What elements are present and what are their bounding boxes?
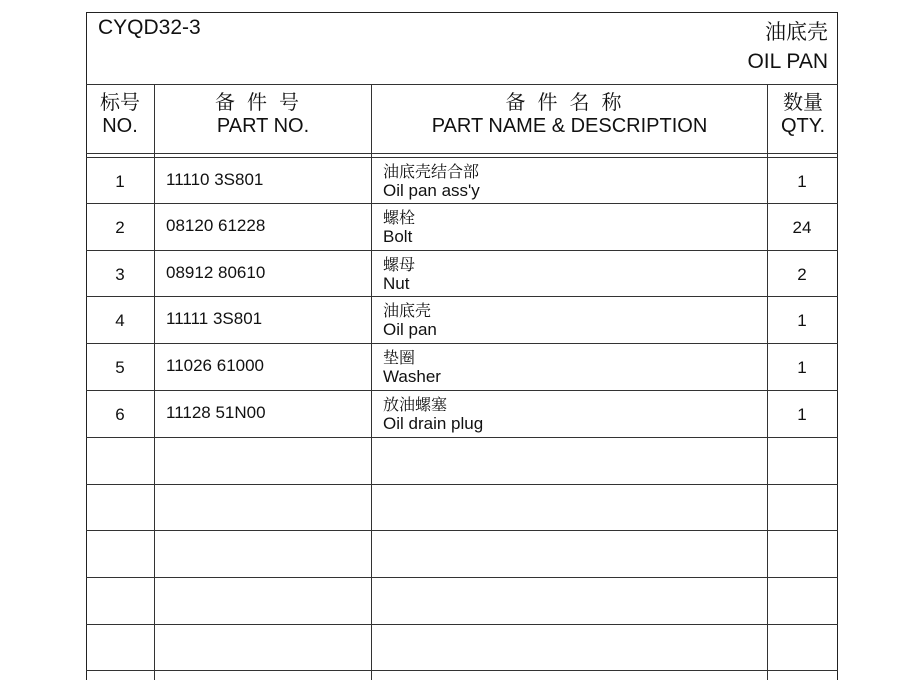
column-header-no-en: NO. (102, 115, 138, 137)
part-number: 08120 61228 (166, 216, 266, 235)
table-row (86, 391, 838, 438)
table-row (86, 251, 838, 298)
column-header-part-no-en: PART NO. (216, 115, 310, 137)
quantity: 1 (797, 311, 807, 330)
part-number: 08912 80610 (166, 263, 266, 282)
model-code: CYQD32-3 (98, 16, 201, 39)
part-name-cn: 螺栓 (383, 208, 416, 227)
part-name-en: Bolt (383, 227, 413, 246)
column-header-qty (768, 90, 838, 138)
row-number: 2 (115, 218, 125, 237)
column-header-divider-top (86, 153, 838, 154)
part-name (383, 255, 415, 293)
part-number: 11026 61000 (166, 356, 265, 375)
part-name-cn: 放油螺塞 (383, 395, 448, 414)
column-header-no (86, 90, 154, 138)
page-title-english: OIL PAN (747, 50, 828, 73)
row-number: 6 (115, 405, 125, 424)
column-header-part-no (155, 90, 371, 138)
part-name (383, 348, 441, 386)
part-name-en: Oil drain plug (383, 414, 484, 433)
quantity: 2 (797, 265, 807, 284)
row-divider (86, 530, 838, 531)
row-number: 1 (115, 172, 125, 191)
quantity: 1 (797, 172, 807, 191)
row-divider (86, 670, 838, 671)
table-row (86, 344, 838, 391)
part-number: 11110 3S801 (166, 170, 264, 189)
table-row (86, 204, 838, 251)
part-name-cn: 油底壳 (383, 301, 432, 320)
row-number: 5 (115, 358, 125, 377)
part-name-en: Oil pan ass'y (383, 181, 480, 200)
column-header-part-no-cn: 备件号 (215, 90, 311, 114)
part-number: 11128 51N00 (166, 403, 266, 422)
part-name-en: Washer (383, 367, 441, 386)
part-name-en: Oil pan (383, 320, 437, 339)
table-row (86, 297, 838, 344)
column-header-name-en: PART NAME & DESCRIPTION (431, 115, 708, 137)
quantity: 1 (797, 405, 807, 424)
column-header-name-cn: 备件名称 (505, 90, 634, 114)
part-name-cn: 油底壳结合部 (383, 162, 480, 181)
table-row (86, 158, 838, 205)
column-header-no-cn: 标号 (100, 90, 140, 114)
row-number: 4 (115, 311, 125, 330)
page-title-chinese: 油底壳 (765, 20, 828, 44)
part-name-cn: 垫圈 (383, 348, 416, 367)
part-number: 11111 3S801 (166, 309, 263, 328)
header-divider (86, 84, 838, 85)
row-divider (86, 577, 838, 578)
column-header-qty-cn: 数量 (783, 90, 823, 114)
quantity: 1 (797, 358, 807, 377)
row-divider (86, 624, 838, 625)
quantity: 24 (792, 218, 812, 237)
column-header-qty-en: QTY. (780, 115, 826, 137)
row-divider (86, 484, 838, 485)
part-name (383, 301, 437, 339)
column-header-name (372, 90, 767, 138)
part-name (383, 162, 480, 200)
row-number: 3 (115, 265, 125, 284)
part-name-cn: 螺母 (383, 255, 416, 274)
part-name-en: Nut (383, 274, 410, 293)
part-name (383, 208, 415, 246)
part-name (383, 395, 483, 433)
